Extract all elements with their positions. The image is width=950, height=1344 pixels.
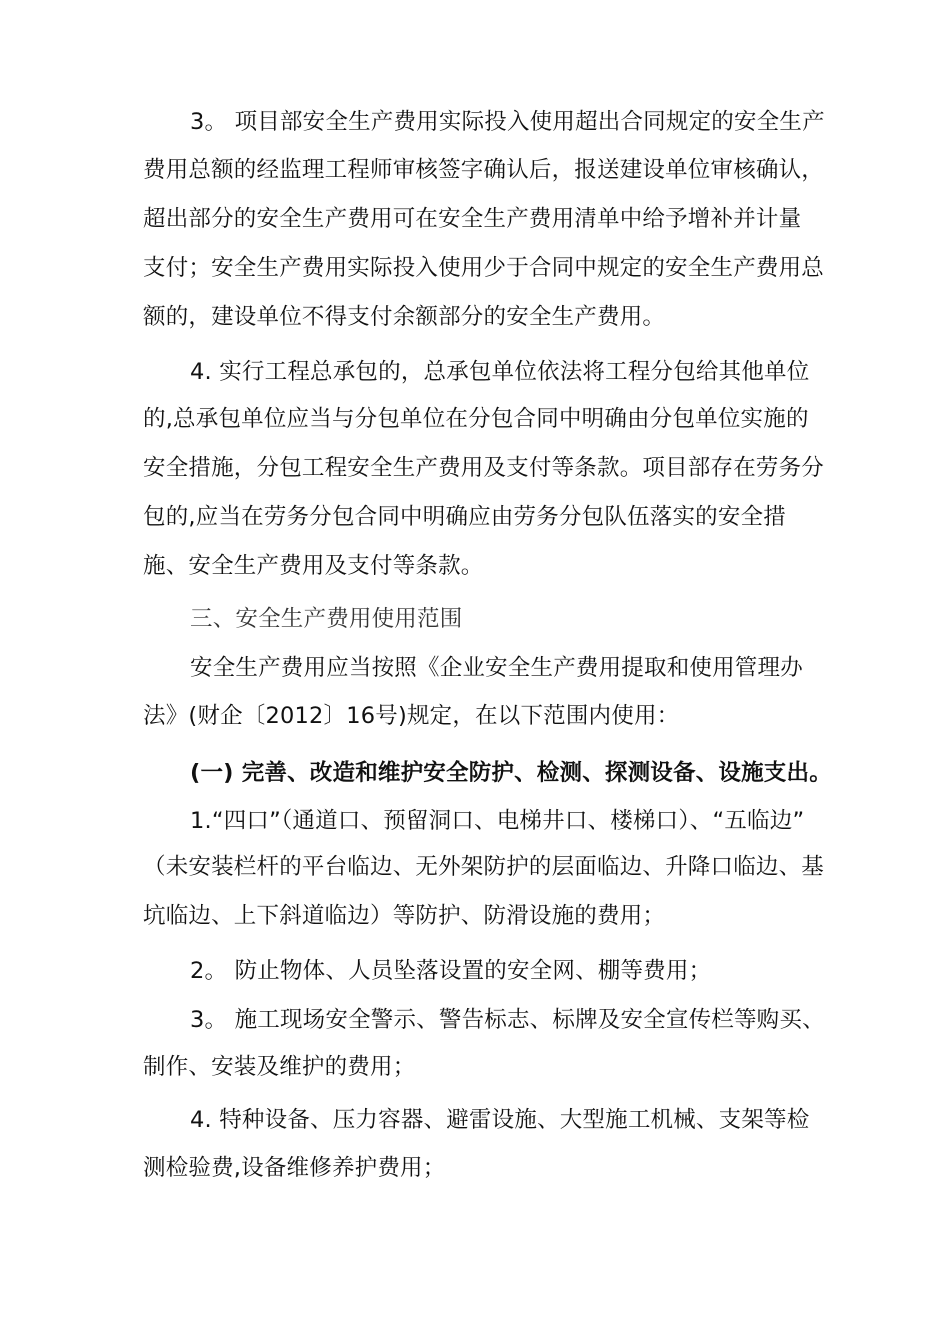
item-4-line-2: 测检验费,设备维修养护费用； <box>143 1155 446 1181</box>
item-3-line-1: 3。 施工现场安全警示、警告标志、标牌及安全宣传栏等购买、 <box>190 1007 825 1033</box>
paragraph-2-line-5: 施、安全生产费用及支付等条款。 <box>143 553 484 579</box>
item-2-line-1: 2。 防止物体、人员坠落设置的安全网、棚等费用； <box>190 958 712 984</box>
paragraph-1-line-1: 3。 项目部安全生产费用实际投入使用超出合同规定的安全生产 <box>190 109 825 135</box>
paragraph-2-line-3: 安全措施，分包工程安全生产费用及支付等条款。项目部存在劳务分 <box>143 455 825 481</box>
paragraph-1-line-4: 支付；安全生产费用实际投入使用少于合同中规定的安全生产费用总 <box>143 255 825 281</box>
paragraph-1-line-2: 费用总额的经监理工程师审核签字确认后，报送建设单位审核确认， <box>143 157 825 183</box>
paragraph-2-line-2: 的,总承包单位应当与分包单位在分包合同中明确由分包单位实施的 <box>143 406 809 432</box>
item-3-line-2: 制作、安装及维护的费用； <box>143 1054 416 1080</box>
item-1-line-2: （未安装栏杆的平台临边、无外架防护的层面临边、升降口临边、基 <box>143 854 825 880</box>
item-1-line-3: 坑临边、上下斜道临边）等防护、防滑设施的费用； <box>143 903 666 929</box>
item-1-line-1: 1.“四口”（通道口、预留洞口、电梯井口、楼梯口）、“五临边” <box>190 808 805 834</box>
subsection-heading: (一) 完善、改造和维护安全防护、检测、探测设备、设施支出。 <box>190 760 832 786</box>
item-4-line-1: 4. 特种设备、压力容器、避雷设施、大型施工机械、支架等检 <box>190 1107 810 1133</box>
paragraph-3-line-1: 安全生产费用应当按照《企业安全生产费用提取和使用管理办 <box>190 655 803 681</box>
section-heading: 三、安全生产费用使用范围 <box>190 606 463 632</box>
paragraph-2-line-1: 4. 实行工程总承包的，总承包单位依法将工程分包给其他单位 <box>190 359 810 385</box>
paragraph-2-line-4: 包的,应当在劳务分包合同中明确应由劳务分包队伍落实的安全措 <box>143 504 786 530</box>
paragraph-3-line-2: 法》(财企〔2012〕16号)规定，在以下范围内使用： <box>143 703 680 729</box>
paragraph-1-line-5: 额的，建设单位不得支付余额部分的安全生产费用。 <box>143 304 666 330</box>
paragraph-1-line-3: 超出部分的安全生产费用可在安全生产费用清单中给予增补并计量 <box>143 206 802 232</box>
